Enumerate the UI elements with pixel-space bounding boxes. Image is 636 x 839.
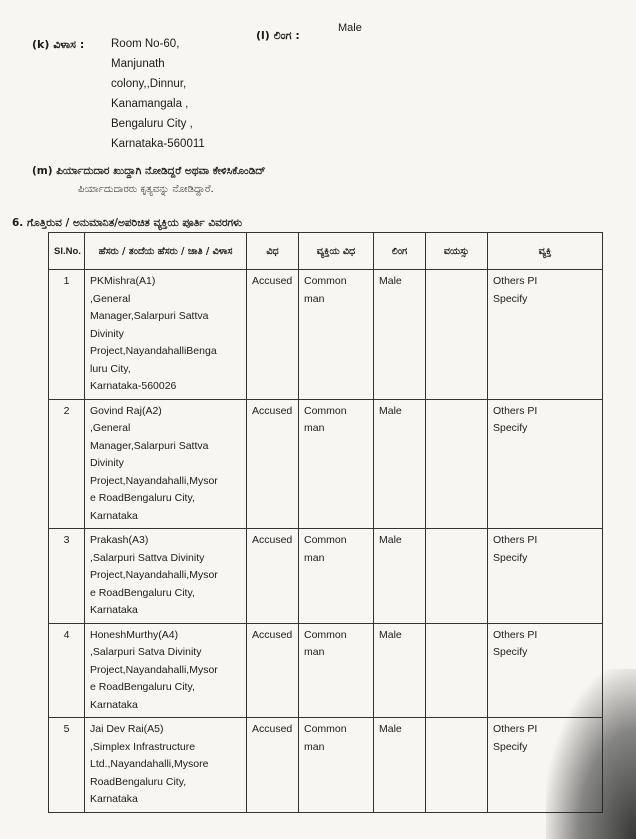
cell-person: Others PI Specify xyxy=(488,399,603,529)
cell-description: Govind Raj(A2) ,General Manager,Salarpuri Sattva Divinity Project,Nayandahalli,Mysor e RoadBengaluru City, Karnataka xyxy=(85,399,247,529)
header-gender: ಲಿಂಗ xyxy=(374,233,426,270)
cell-gender: Male xyxy=(374,399,426,529)
table-row xyxy=(49,270,603,400)
cell-type: Accused xyxy=(247,399,299,529)
cell-person-type: Common man xyxy=(299,529,374,624)
cell-person-type: Common man xyxy=(299,270,374,400)
cell-age xyxy=(426,529,488,624)
cell-gender: Male xyxy=(374,623,426,718)
accused-table xyxy=(48,232,603,813)
cell-person: Others PI Specify xyxy=(488,718,603,813)
gender-value: Male xyxy=(338,22,362,34)
cell-type: Accused xyxy=(247,718,299,813)
complainant-witness-label: (m) ಪಿರ್ಯಾದುದಾರ ಖುದ್ದಾಗಿ ನೋಡಿದ್ದರೆ ಅಥವಾ ಕೇಳಿಸಿಕೊಂಡಿದ್ xyxy=(32,165,266,177)
table-row xyxy=(49,529,603,624)
address-line: Kanamangala , xyxy=(111,98,189,110)
address-line: Manjunath xyxy=(111,58,165,70)
section-title: 6. ಗೊತ್ತಿರುವ / ಅನುಮಾನಿತ/ಅಪರಿಚಿತ ವ್ಯಕ್ತಿಯ ಪೂರ್ತಿ ವಿವರಗಳು xyxy=(12,217,243,229)
header-age: ವಯಸ್ಸು xyxy=(426,233,488,270)
complainant-witness-value: ಪಿರ್ಯಾದುದಾರರು ಕೃತ್ಯವನ್ನು ನೋಡಿದ್ದಾರೆ. xyxy=(78,184,214,195)
cell-gender: Male xyxy=(374,529,426,624)
cell-age xyxy=(426,399,488,529)
address-block xyxy=(111,34,205,154)
cell-gender: Male xyxy=(374,270,426,400)
cell-description: HoneshMurthy(A4) ,Salarpuri Satva Divinity Project,Nayandahalli,Mysor e RoadBengaluru City, Karnataka xyxy=(85,623,247,718)
cell-gender: Male xyxy=(374,718,426,813)
cell-type: Accused xyxy=(247,270,299,400)
cell-age xyxy=(426,270,488,400)
header-person-type: ವ್ಯಕ್ತಿಯ ವಿಧ xyxy=(299,233,374,270)
address-line: colony,,Dinnur, xyxy=(111,78,187,90)
cell-person-type: Common man xyxy=(299,718,374,813)
cell-description: PKMishra(A1) ,General Manager,Salarpuri Sattva Divinity Project,NayandahalliBenga luru City, Karnataka-560026 xyxy=(85,270,247,400)
cell-slno: 2 xyxy=(49,399,85,529)
header-name: ಹೆಸರು / ತಂದೆಯ ಹೆಸರು / ಜಾತಿ / ವಿಳಾಸ xyxy=(85,233,247,270)
gender-label: (l) ಲಿಂಗ : xyxy=(256,29,300,42)
cell-age xyxy=(426,718,488,813)
header-type: ವಿಧ xyxy=(247,233,299,270)
cell-slno: 3 xyxy=(49,529,85,624)
cell-person-type: Common man xyxy=(299,623,374,718)
cell-description: Prakash(A3) ,Salarpuri Sattva Divinity Project,Nayandahalli,Mysor e RoadBengaluru City, Karnataka xyxy=(85,529,247,624)
cell-description: Jai Dev Rai(A5) ,Simplex Infrastructure Ltd.,Nayandahalli,Mysore RoadBengaluru City, Karnataka xyxy=(85,718,247,813)
cell-slno: 5 xyxy=(49,718,85,813)
cell-slno: 1 xyxy=(49,270,85,400)
cell-age xyxy=(426,623,488,718)
address-line: Karnataka-560011 xyxy=(111,138,205,150)
address-label: (k) ವಿಳಾಸ : xyxy=(32,38,85,51)
cell-type: Accused xyxy=(247,529,299,624)
table-row xyxy=(49,623,603,718)
address-line: Room No-60, xyxy=(111,38,180,50)
cell-type: Accused xyxy=(247,623,299,718)
table-header-row xyxy=(49,233,603,270)
cell-person: Others PI Specify xyxy=(488,529,603,624)
table-row xyxy=(49,399,603,529)
cell-slno: 4 xyxy=(49,623,85,718)
table-row xyxy=(49,718,603,813)
cell-person-type: Common man xyxy=(299,399,374,529)
cell-person: Others PI Specify xyxy=(488,623,603,718)
header-slno: Sl.No. xyxy=(49,233,85,270)
header-person: ವ್ಯಕ್ತಿ xyxy=(488,233,603,270)
address-line: Bengaluru City , xyxy=(111,118,193,130)
photo-shadow xyxy=(546,669,636,839)
cell-person: Others PI Specify xyxy=(488,270,603,400)
